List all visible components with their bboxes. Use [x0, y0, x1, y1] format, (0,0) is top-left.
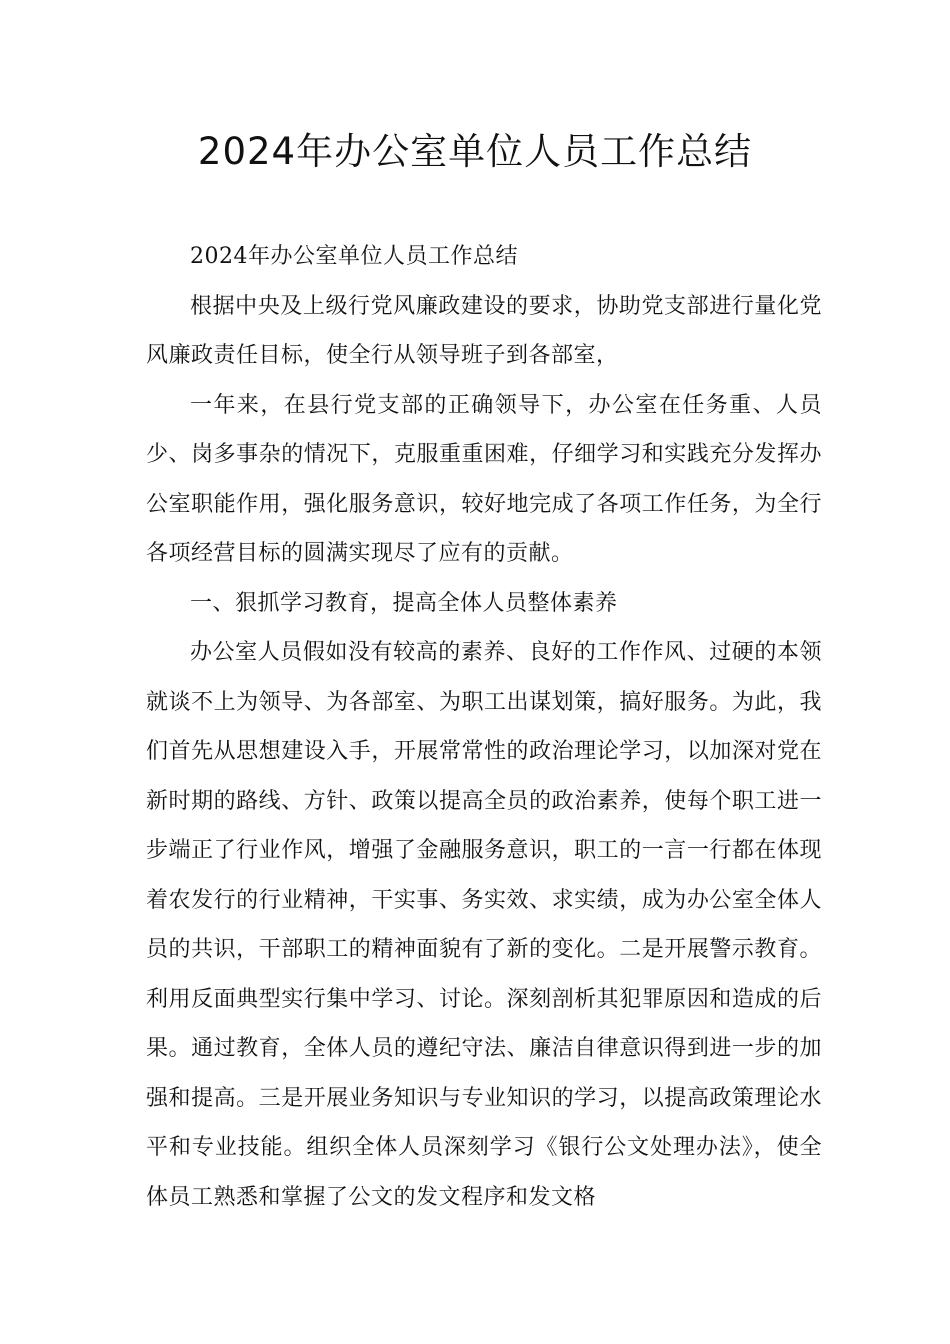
- paragraph-intro: 根据中央及上级行党风廉政建设的要求，协助党支部进行量化党风廉政责任目标，使全行从领导班子到各部室，: [146, 293, 822, 368]
- paragraph-subtitle: 2024年办公室单位人员工作总结: [190, 244, 518, 269]
- document-body: [146, 232, 822, 1222]
- section-heading-1: 一、狠抓学习教育，提高全体人员整体素养: [190, 590, 618, 616]
- paragraph-section-1: 办公室人员假如没有较高的素养、良好的工作作风、过硬的本领就谈不上为领导、为各部室、为职工出谋划策，搞好服务。为此，我们首先从思想建设入手，开展常常性的政治理论学习，以加深对党在新时期的路线、方针、政策以提高全员的政治素养，使每个职工进一步端正了行业作风，增强了金融服务意识，职工的一言一行都在体现着农发行的行业精神，干实事、务实效、求实绩，成为办公室全体人员的共识，干部职工的精神面貌有了新的变化。二是开展警示教育。利用反面典型实行集中学习、讨论。深刻剖析其犯罪原因和造成的后果。通过教育，全体人员的遵纪守法、廉洁自律意识得到进一步的加强和提高。三是开展业务知识与专业知识的学习，以提高政策理论水平和专业技能。组织全体人员深刻学习《银行公文处理办法》，使全体员工熟悉和掌握了公文的发文程序和发文格: [146, 640, 822, 1210]
- document-title: 2024年办公室单位人员工作总结: [197, 130, 753, 173]
- paragraph-overview: 一年来，在县行党支部的正确领导下，办公室在任务重、人员少、岗多事杂的情况下，克服重重困难，仔细学习和实践充分发挥办公室职能作用，强化服务意识，较好地完成了各项工作任务，为全行各项经营目标的圆满实现尽了应有的贡献。: [146, 392, 822, 566]
